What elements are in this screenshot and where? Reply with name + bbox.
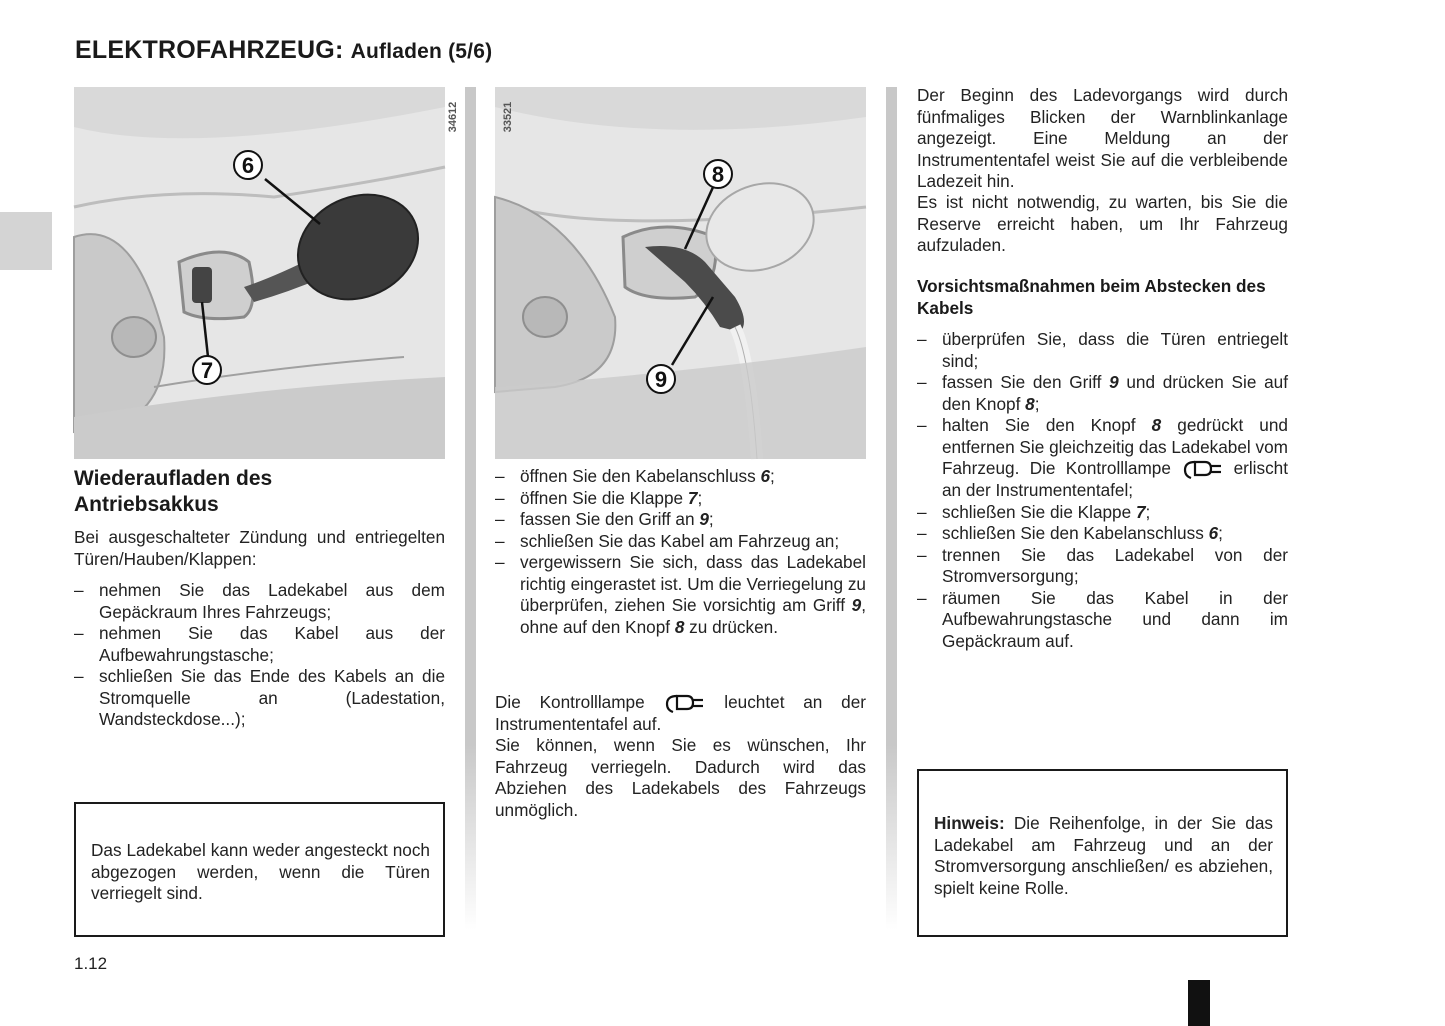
figure-cable-plugged <box>495 87 866 459</box>
figure-code-left: 34612 <box>447 101 459 133</box>
list-item: – öffnen Sie die Klappe 7; <box>495 488 866 510</box>
list-item: – schließen Sie das Ende des Kabels an die Stromquelle an (Ladestation, Wandsteckdose...); <box>74 666 445 731</box>
list-item: – schließen Sie das Kabel am Fahrzeug an; <box>495 531 866 553</box>
callout-9: 9 <box>654 367 668 392</box>
figure-code-middle: 33521 <box>502 101 514 133</box>
edge-marker <box>1188 980 1210 1026</box>
callout-8: 8 <box>711 162 725 187</box>
charging-plug-icon <box>663 692 705 714</box>
list-item: – vergewissern Sie sich, dass das Ladekabel richtig eingerastet ist. Um die Verriegelung zu überprüfen, ziehen Sie vorsichtig am Griff 9, ohne auf den Knopf 8 zu drücken. <box>495 552 866 638</box>
list-item: – schließen Sie den Kabelanschluss 6; <box>917 523 1288 545</box>
col2-list <box>495 466 866 638</box>
callout-6: 6 <box>241 153 255 178</box>
col2-lock-paragraph: Sie können, wenn Sie es wünschen, Ihr Fahrzeug verriegeln. Dadurch wird das Abziehen des Ladekabels des Fahrzeugs unmöglich. <box>495 735 866 820</box>
section-heading: Wiederaufladen des Antriebsakkus <box>74 467 273 516</box>
figure-charging-port-open <box>74 87 459 459</box>
col3-heading: Vorsichtsmaßnahmen beim Abstecken des Kabels <box>917 276 1266 318</box>
page-title <box>75 36 492 65</box>
note-label: Hinweis: <box>934 813 1005 833</box>
col1-intro: Bei ausgeschalteter Zündung und entriegelten Türen/Hauben/Klappen: <box>74 527 445 569</box>
list-item: – überprüfen Sie, dass die Türen entriegelt sind; <box>917 329 1288 372</box>
list-item: – räumen Sie das Kabel in der Aufbewahrungstasche und dann im Gepäckraum auf. <box>917 588 1288 653</box>
list-item: – halten Sie den Knopf 8 gedrückt und entfernen Sie gleichzeitig das Ladekabel vom Fahrzeug. Die Kontrolllampe erlischt an der Instrumententafel; <box>917 415 1288 502</box>
note-box-left <box>74 802 445 937</box>
note-box-left-text: Das Ladekabel kann weder angesteckt noch abgezogen werden, wenn die Türen verriegelt sind. <box>91 840 430 903</box>
callout-7: 7 <box>200 358 214 383</box>
page-number: 1.12 <box>74 954 108 973</box>
col3-paragraph-1: Der Beginn des Ladevorgangs wird durch fünfmaliges Blicken der Warnblinkanlage angezeigt. Eine Meldung an der Instrumententafel weist Sie auf die verbleibende Ladezeit hin. <box>917 85 1288 191</box>
title-sub: Aufladen (5/6) <box>350 40 493 63</box>
note-box-right-text: Hinweis: Die Reihenfolge, in der Sie das Ladekabel am Fahrzeug und an der Stromversorgung anschließen/ es abziehen, spielt keine Rolle. <box>934 813 1274 898</box>
col1-list <box>74 580 445 731</box>
list-item: – fassen Sie den Griff an 9; <box>495 509 866 531</box>
list-item: – nehmen Sie das Ladekabel aus dem Gepäckraum Ihres Fahrzeugs; <box>74 580 445 623</box>
list-item: – öffnen Sie den Kabelanschluss 6; <box>495 466 866 488</box>
list-item: – schließen Sie die Klappe 7; <box>917 502 1288 524</box>
charging-plug-icon <box>1181 458 1223 480</box>
list-item: – fassen Sie den Griff 9 und drücken Sie auf den Knopf 8; <box>917 372 1288 415</box>
column-separator-2 <box>886 87 897 930</box>
chapter-tab <box>0 212 52 270</box>
title-main: ELEKTROFAHRZEUG: <box>75 36 344 64</box>
list-item: – trennen Sie das Ladekabel von der Stromversorgung; <box>917 545 1288 588</box>
col3-list <box>917 329 1288 652</box>
note-box-right <box>917 769 1288 937</box>
column-separator-1 <box>465 87 476 930</box>
col3-paragraph-2: Es ist nicht notwendig, zu warten, bis Sie die Reserve erreicht haben, um Ihr Fahrzeug aufzuladen. <box>917 192 1288 255</box>
col2-lamp-paragraph: Die Kontrolllampe leuchtet an der Instrumententafel auf. <box>495 692 866 735</box>
list-item: – nehmen Sie das Kabel aus der Aufbewahrungstasche; <box>74 623 445 666</box>
